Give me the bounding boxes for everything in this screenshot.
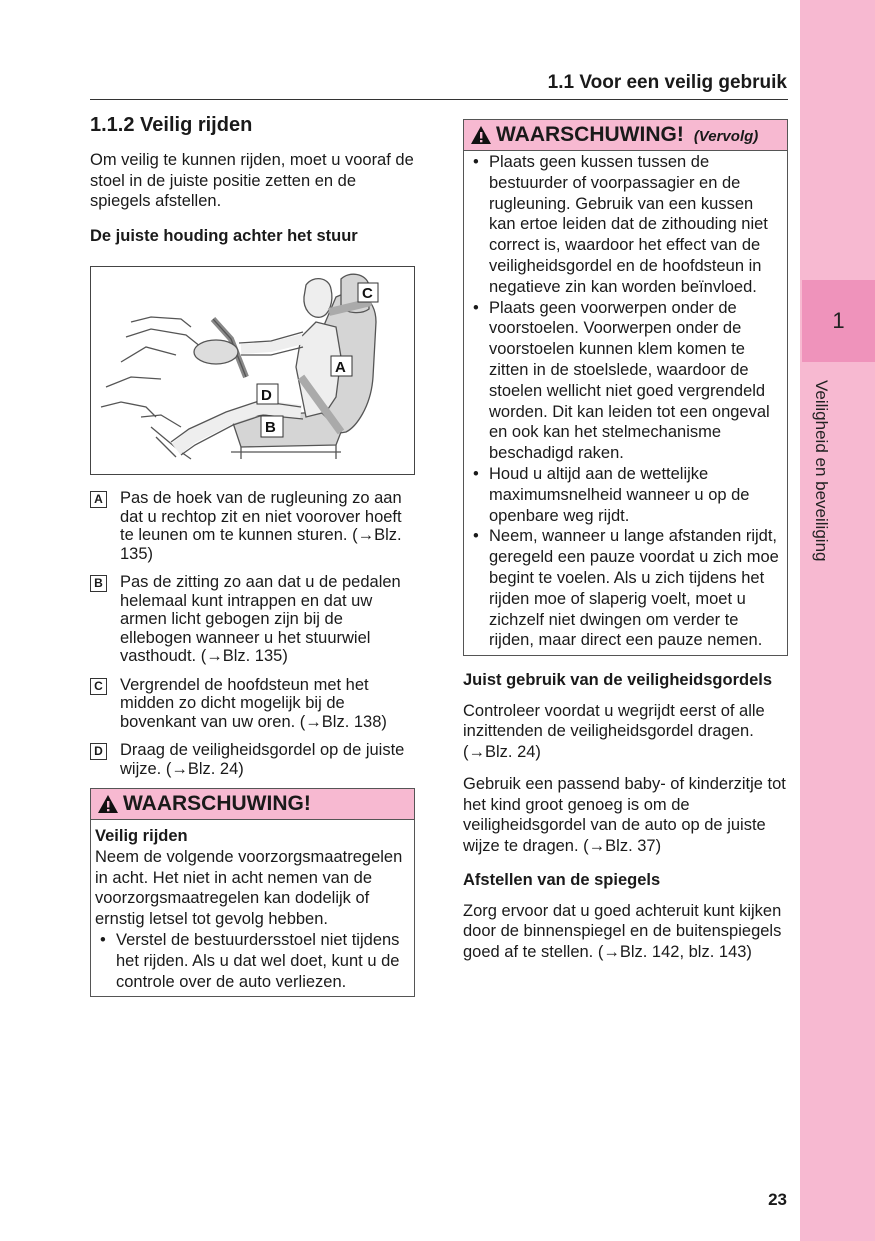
warning-box-continued [463,119,788,656]
warning-bullet: • Verstel de bestuurdersstoel niet tijdens het rijden. Als u dat wel doet, kunt u de controle over de auto verliezen. [95,930,409,992]
seatbelt-paragraph-2: Gebruik een passend baby- of kinderzitje tot het kind groot genoeg is om de veiligheidsgordel van de auto op de juiste wijze te dragen. (→Blz. 37) [463,775,786,855]
warning-triangle-icon [97,794,119,814]
figure-label-b: B [265,419,276,436]
page-number: 23 [768,1190,787,1209]
callout-b [90,573,415,666]
posture-subheading: De juiste houding achter het stuur [90,226,358,245]
callout-label: D [90,743,107,760]
callout-text: Pas de zitting zo aan dat u de pedalen helemaal kunt intrappen en dat uw armen licht gebogen zijn bij de ellebogen wanneer u het stuurwiel vasthoudt. (→Blz. 135) [120,573,401,665]
callout-d [90,741,415,778]
section-title: 1.1.2 Veilig rijden [90,114,253,136]
warning-body [464,151,787,655]
warning-title: WAARSCHUWING! [496,122,684,146]
warning-header [464,120,787,151]
seatbelt-paragraph-1: Controleer voordat u wegrijdt eerst of alle inzittenden de veiligheidsgordel dragen. (→Blz. 24) [463,701,765,761]
callout-label: B [90,575,107,592]
warning-bullet: • Houd u altijd aan de wettelijke maximumsnelheid wanneer u op de openbare weg rijdt. [468,464,782,526]
intro-paragraph: Om veilig te kunnen rijden, moet u vooraf de stoel in de juiste positie zetten en de spiegels afstellen. [90,151,414,210]
chapter-label-box [805,380,835,590]
callout-a [90,489,415,563]
warning-bullet: • Neem, wanneer u lange afstanden rijdt, geregeld een pauze voordat u zich moe begint te voelen. Als u zich tijdens het rijden moe of slaperig voelt, moet u zichzelf niet dwingen om verder te rijden, maar direct een pauze nemen. [468,526,782,651]
warning-text: Neem de volgende voorzorgsmaatregelen in acht. Het niet in acht nemen van de voorzorgsmaatregelen kan dodelijk of ernstig letsel tot gevolg hebben. [95,847,403,929]
header-divider [90,99,788,100]
side-tab [800,0,875,1241]
mirrors-paragraph: Zorg ervoor dat u goed achteruit kunt kijken door de binnenspiegel en de buitenspiegels goed af te stellen. (→Blz. 142, blz. 143) [463,901,782,961]
warning-header [91,789,414,820]
callout-c [90,676,415,732]
callout-label: C [90,678,107,695]
driving-posture-illustration [90,266,415,475]
warning-box-left [90,788,415,997]
callout-text: Draag de veiligheidsgordel op de juiste wijze. (→Blz. 24) [120,741,405,778]
driver-seat-drawing [91,267,414,474]
chapter-label: Veiligheid en beveiliging [812,380,831,562]
callout-text: Pas de hoek van de rugleuning zo aan dat u rechtop zit en niet voorover hoeft te leunen om te kunnen sturen. (→Blz. 135) [120,489,402,563]
callout-label: A [90,491,107,508]
warning-triangle-icon [470,125,492,145]
callout-text: Vergrendel de hoofdsteun met het midden zo dicht mogelijk bij de bovenkant van uw oren. (→Blz. 138) [120,675,387,731]
warning-body [91,820,414,996]
right-column [463,119,788,962]
warning-bullet: • Plaats geen voorwerpen onder de voorstoelen. Voorwerpen onder de voorstoelen kunnen klem komen te zitten in de stoelslede, waardoor de stoelen wellicht niet goed vergrendeld worden. Dit kan leiden tot een ongeval en ook kan het stelmechanisme beschadigd raken. [468,298,782,464]
left-column [90,112,415,997]
figure-label-d: D [261,387,272,404]
figure-label-c: C [362,285,373,302]
seatbelt-heading: Juist gebruik van de veiligheidsgordels [463,671,773,690]
warning-subtitle: Veilig rijden [95,827,188,845]
chapter-number: 1 [802,280,875,362]
warning-continued: (Vervolg) [693,127,759,145]
callout-list [90,489,415,778]
figure-label-a: A [335,359,346,376]
warning-title: WAARSCHUWING! [123,791,311,815]
mirrors-heading: Afstellen van de spiegels [463,871,661,890]
header-title: 1.1 Voor een veilig gebruik [547,72,787,93]
warning-bullet: • Plaats geen kussen tussen de bestuurder of voorpassagier en de rugleuning. Gebruik van een kussen kan ertoe leiden dat de zithouding niet correct is, waardoor het effect van de veiligheidsgordel en de hoofdsteun in negatieve zin kan worden beïnvloed. [468,152,782,298]
